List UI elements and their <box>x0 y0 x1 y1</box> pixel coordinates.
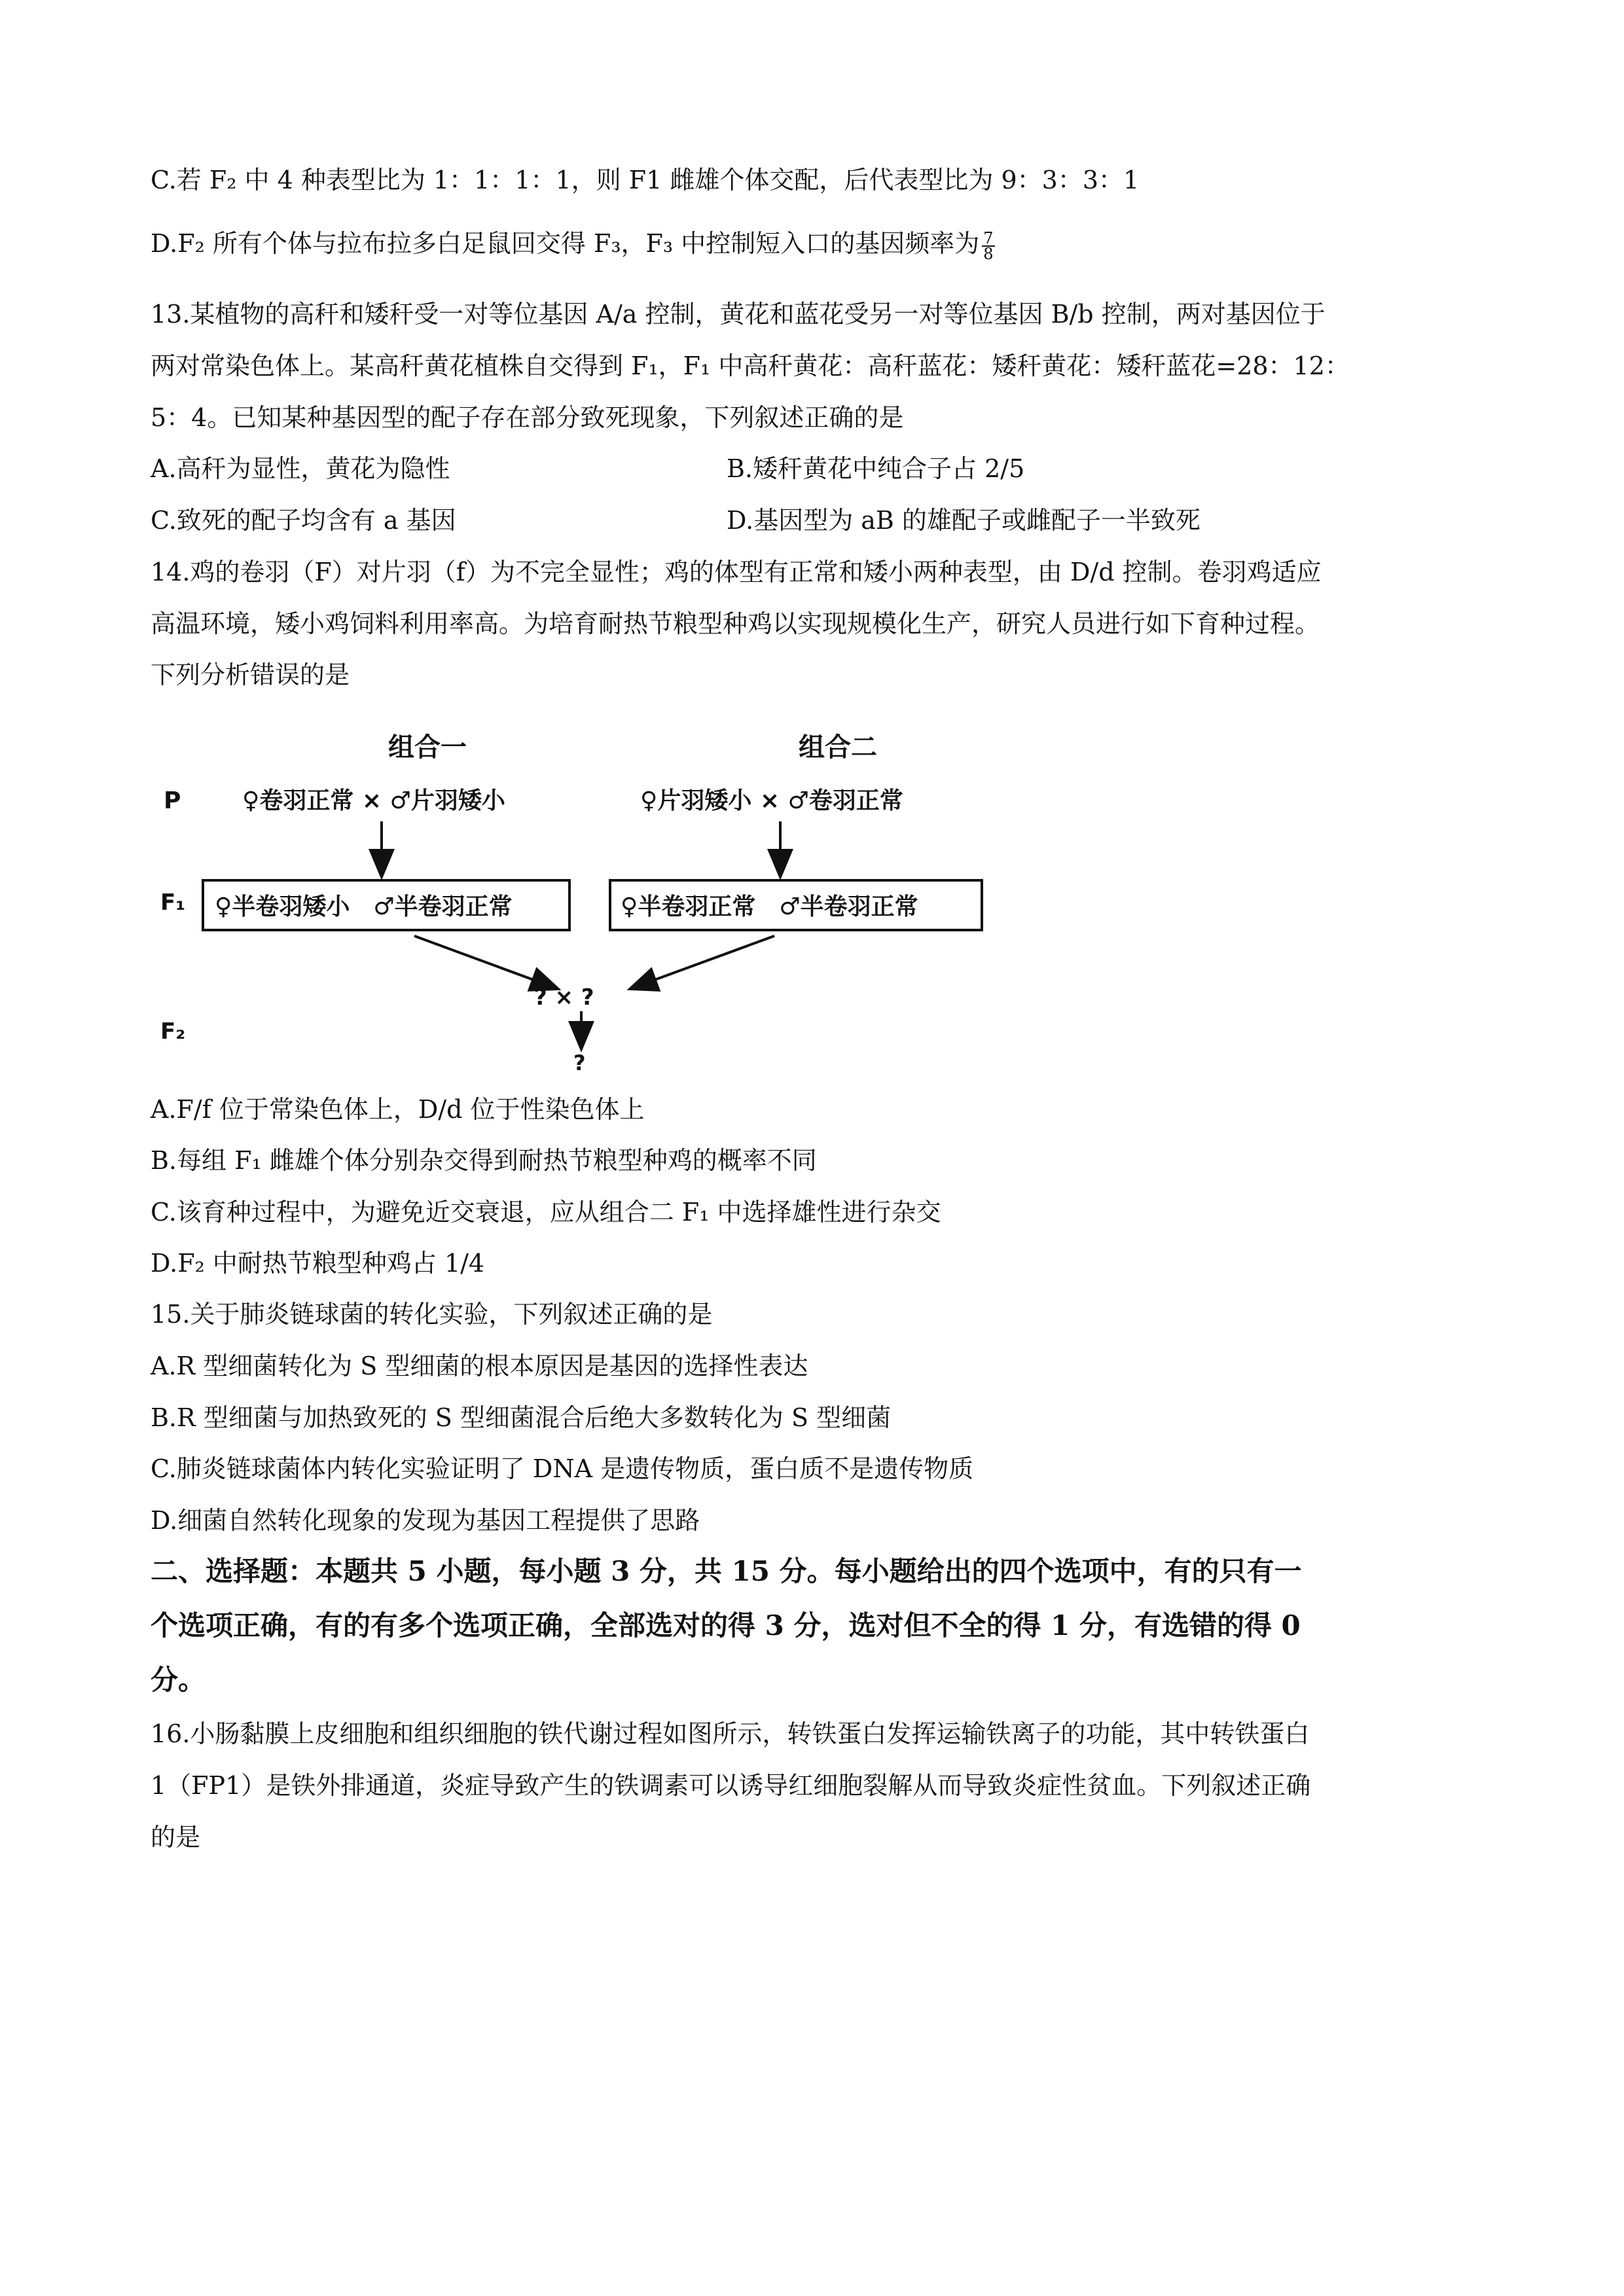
q14-stem-line1: 14.鸡的卷羽（F）对片羽（f）为不完全显性；鸡的体型有正常和矮小两种表型，由 D/d 控制。卷羽鸡适应 <box>151 558 1322 586</box>
section2-heading-line2: 个选项正确，有的有多个选项正确，全部选对的得 3 分，选对但不全的得 1 分，有选错的得 0 <box>151 1609 1301 1641</box>
q14-option-c: C.该育种过程中，为避免近交衰退，应从组合二 F₁ 中选择雄性进行杂交 <box>151 1198 941 1227</box>
q13-stem-line1: 13.某植物的高秆和矮秆受一对等位基因 A/a 控制，黄花和蓝花受另一对等位基因 B/b 控制，两对基因位于 <box>151 300 1326 329</box>
group2-parents: ♀片羽矮小 × ♂卷羽正常 <box>640 787 903 814</box>
section2-heading-line1: 二、选择题：本题共 5 小题，每小题 3 分，共 15 分。每小题给出的四个选项中，有的只有一 <box>151 1555 1302 1587</box>
q12-option-d-text: D.F₂ 所有个体与拉布拉多白足鼠回交得 F₃，F₃ 中控制短入口的基因频率为 <box>151 229 980 258</box>
q14-option-d: D.F₂ 中耐热节粮型种鸡占 1/4 <box>151 1249 485 1278</box>
group1-title: 组合一 <box>388 732 467 762</box>
q13-stem-line2: 两对常染色体上。某高秆黄花植株自交得到 F₁，F₁ 中高秆黄花：高秆蓝花：矮秆黄花：矮秆蓝花=28：12： <box>151 351 1350 380</box>
f2-result-label: ? <box>573 1050 586 1073</box>
q12-option-d <box>151 226 995 261</box>
q14-option-b: B.每组 F₁ 雌雄个体分别杂交得到耐热节粮型种鸡的概率不同 <box>151 1146 817 1175</box>
q13-option-b: B.矮秆黄花中纯合子占 2/5 <box>727 454 1025 483</box>
q15-option-b: B.R 型细菌与加热致死的 S 型细菌混合后绝大多数转化为 S 型细菌 <box>151 1403 892 1432</box>
section2-heading-line3: 分。 <box>151 1664 206 1696</box>
group1-parents: ♀卷羽正常 × ♂片羽矮小 <box>242 787 505 814</box>
generation-p-label: P <box>164 787 181 814</box>
q15-option-d: D.细菌自然转化现象的发现为基因工程提供了思路 <box>151 1506 700 1535</box>
q14-stem-line2: 高温环境，矮小鸡饲料利用率高。为培育耐热节粮型种鸡以实现规模化生产，研究人员进行如下育种过程。 <box>151 609 1320 638</box>
group2-f1: ♀半卷羽正常 ♂半卷羽正常 <box>621 893 918 920</box>
fraction-denominator: 8 <box>983 244 994 263</box>
group1-f1: ♀半卷羽矮小 ♂半卷羽正常 <box>215 893 513 920</box>
q13-option-c: C.致死的配子均含有 a 基因 <box>151 506 456 535</box>
q12-option-d-fraction <box>982 228 994 263</box>
f1-cross-label: ? × ? <box>534 984 594 1011</box>
group1-f1-arrow <box>414 936 556 988</box>
q16-stem-line2: 1（FP1）是铁外排通道，炎症导致产生的铁调素可以诱导红细胞裂解从而导致炎症性贫血。下列叙述正确 <box>151 1771 1311 1800</box>
q16-stem-line1: 16.小肠黏膜上皮细胞和组织细胞的铁代谢过程如图所示，转铁蛋白发挥运输铁离子的功能，其中转铁蛋白 <box>151 1719 1310 1748</box>
q13-option-d: D.基因型为 aB 的雄配子或雌配子一半致死 <box>727 506 1200 535</box>
generation-f1-label: F₁ <box>160 889 186 916</box>
q15-option-c: C.肺炎链球菌体内转化实验证明了 DNA 是遗传物质，蛋白质不是遗传物质 <box>151 1454 974 1483</box>
q15-stem: 15.关于肺炎链球菌的转化实验，下列叙述正确的是 <box>151 1300 713 1329</box>
group2-title: 组合二 <box>799 732 877 762</box>
q12-option-c: C.若 F₂ 中 4 种表型比为 1：1：1：1，则 F1 雌雄个体交配，后代表型比为 9：3：3：1 <box>151 166 1140 194</box>
q14-option-a: A.F/f 位于常染色体上，D/d 位于性染色体上 <box>151 1095 645 1124</box>
breeding-diagram-svg <box>144 717 995 1073</box>
q15-option-a: A.R 型细菌转化为 S 型细菌的根本原因是基因的选择性表达 <box>151 1352 808 1380</box>
group2-f1-arrow <box>632 936 774 988</box>
generation-f2-label: F₂ <box>160 1018 186 1045</box>
q16-stem-line3: 的是 <box>151 1823 201 1852</box>
fraction-numerator: 7 <box>983 228 994 247</box>
q13-option-a: A.高秆为显性，黄花为隐性 <box>151 454 450 483</box>
q13-stem-line3: 5：4。已知某种基因型的配子存在部分致死现象，下列叙述正确的是 <box>151 403 904 432</box>
q14-stem-line3: 下列分析错误的是 <box>151 660 350 689</box>
breeding-diagram <box>144 717 995 1073</box>
